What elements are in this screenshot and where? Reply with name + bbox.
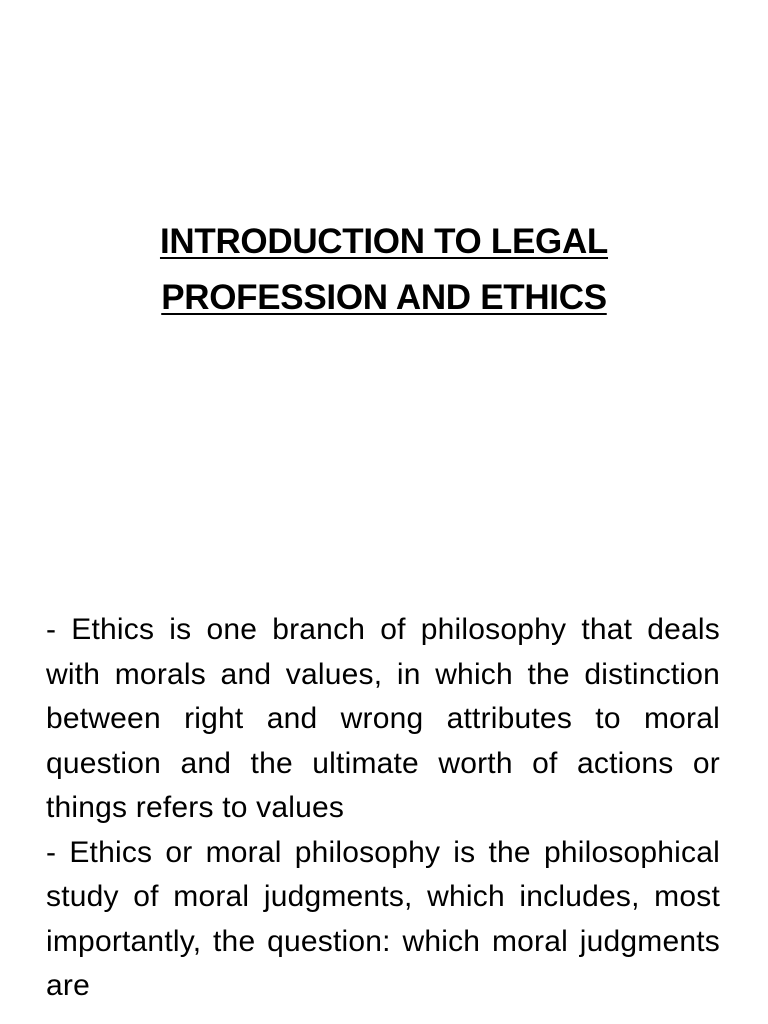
paragraph-moral-philosophy: - Ethics or moral philosophy is the philosophical study of moral judgments, which includes, most importantly, the question: which moral judgments are [46,835,720,1002]
title-line-2: PROFESSION AND ETHICS [161,278,607,317]
body-text [46,608,720,1009]
document-title [0,214,768,326]
title-line-1: INTRODUCTION TO LEGAL [159,222,609,261]
paragraph-ethics-definition: - Ethics is one branch of philosophy that deals with morals and values, in which the distinction between right and wrong attributes to moral question and the ultimate worth of actions or things refers to values [46,613,720,824]
